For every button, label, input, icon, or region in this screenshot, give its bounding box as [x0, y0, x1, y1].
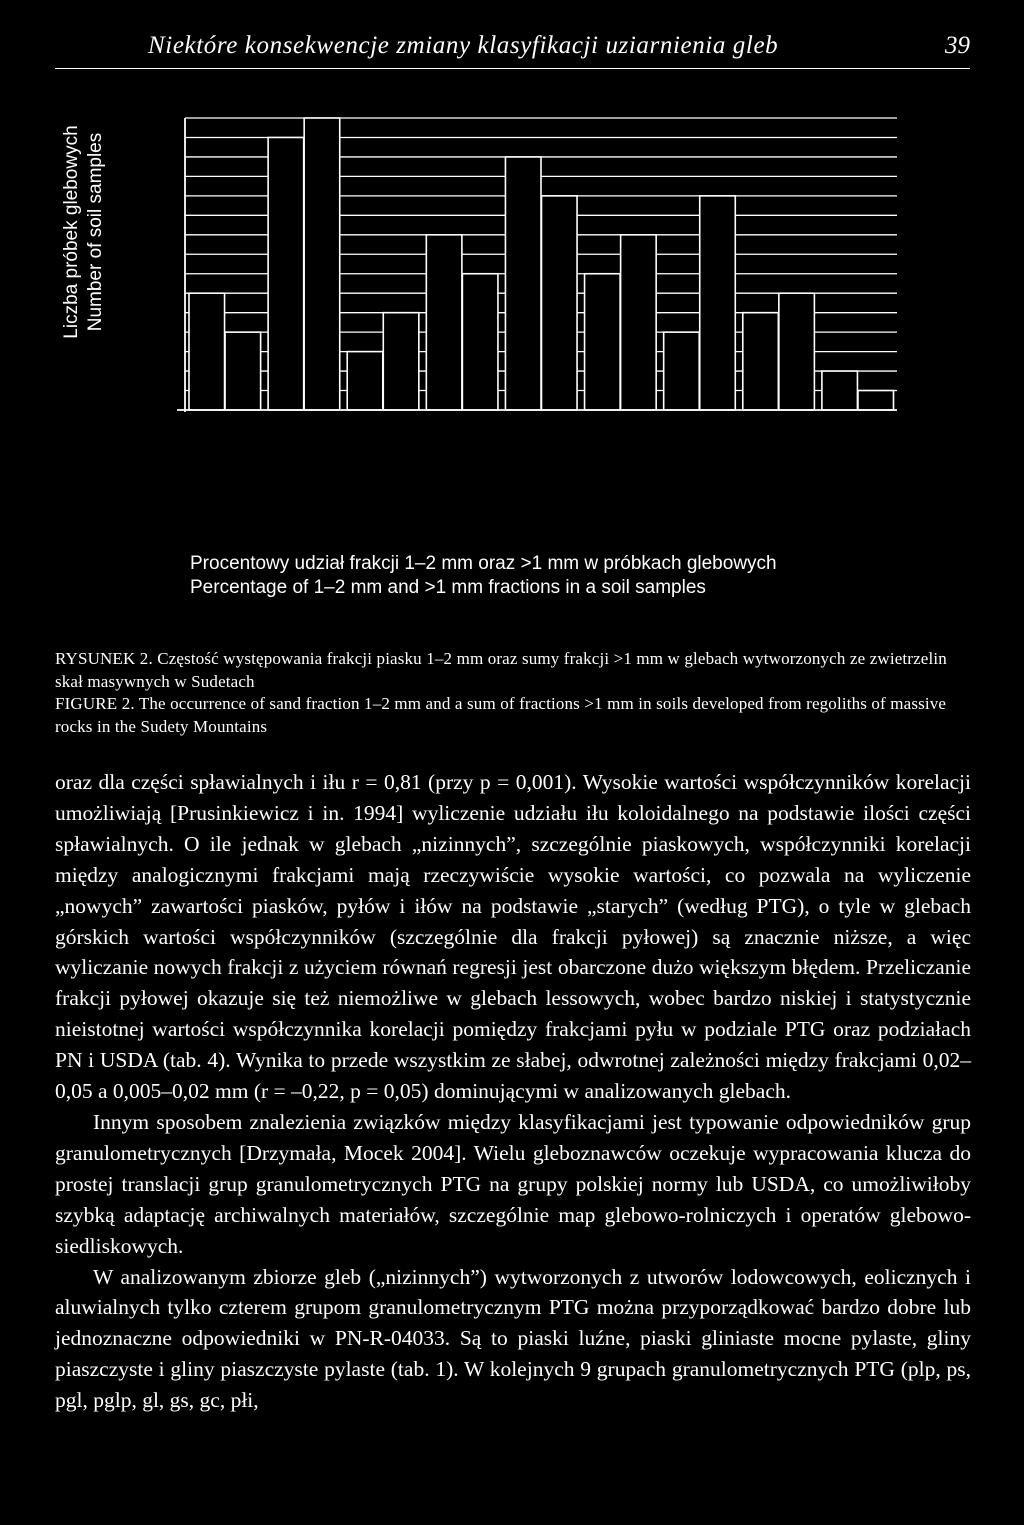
bar-series1-7 [664, 332, 700, 410]
page-number: 39 [945, 32, 970, 59]
y-axis-label-en: Number of soil samples [85, 132, 106, 332]
bar-series2-9 [858, 391, 894, 410]
caption-english: FIGURE 2. The occurrence of sand fraction 1–2 mm and a sum of fractions >1 mm in soils developed from regoliths of massive rocks in the Sudety Mountains [55, 694, 947, 736]
bar-series1-3 [347, 352, 383, 410]
paragraph-3: W analizowanym zbiorze gleb („nizinnych”) wytworzonych z utworów lodowcowych, eolicznych i aluwialnych tylko czterem grupom granulometrycznym PTG można przyporządkować bardzo dobre lub jednoznaczne odpowiedniki w PN-R-04033. Są to piaski luźne, piaski gliniaste mocne pylaste, gliny piaszczyste i gliny piaszczyste pylaste (tab. 1). W kolejnych 9 grupach granulometrycznych PTG (plp, ps, pgl, pglp, gl, gs, gc, płi, [55, 1264, 971, 1413]
paragraph-2: Innym sposobem znalezienia związków między klasyfikacjami jest typowanie odpowiedników grup granulometrycznych [Drzymała, Mocek 2004]. Wielu gleboznawców oczekuje wypracowania klucza do prostej translacji grup granulometrycznych PTG na grupy polskiej normy lub USDA, co umożliwiłoby szybką adaptację archiwalnych materiałów, szczególnie map glebowo-rolniczych i operatów glebowo-siedliskowych. [55, 1109, 971, 1258]
bar-series2-7 [700, 196, 736, 410]
bar-series1-4 [426, 235, 462, 410]
bar-series1-8 [743, 313, 779, 410]
y-axis-label-pl: Liczba próbek glebowych [61, 125, 82, 339]
caption-polish: RYSUNEK 2. Częstość występowania frakcji piasku 1–2 mm oraz sumy frakcji >1 mm w glebach wytworzonych ze zwietrzelin skał masywnych w Sudetach [55, 649, 947, 691]
bar-series2-2 [304, 118, 340, 410]
x-axis-label-pl: Procentowy udział frakcji 1–2 mm oraz >1 mm w próbkach glebowych [190, 553, 777, 574]
paragraph-1: oraz dla części spławialnych i iłu r = 0,81 (przy p = 0,001). Wysokie wartości współczynników korelacji umożliwiają [Prusinkiewicz i in. 1994] wyliczenie udziału iłu koloidalnego na podstawie ilości części spławialnych. O ile jednak w glebach „nizinnych”, szczególnie piaskowych, współczynniki korelacji między analogicznymi frakcjami mają rzeczywiście wysokie wartości, co pozwala na wyliczenie „nowych” zawartości piasków, pyłów i iłów na podstawie „starych” (według PTG), o tyle w glebach górskich wartości współczynników (szczególnie dla frakcji pyłowej) są znacznie niższe, a więc wyliczanie nowych frakcji z użyciem równań regresji jest obarczone dużo większym błędem. Przeliczanie frakcji pyłowej okazuje się też niemożliwe w glebach lessowych, wobec bardzo niskiej i statystycznie nieistotnej wartości współczynnika korelacji pomiędzy frakcjami pyłu w podziale PTG oraz podziałach PN i USDA (tab. 4). Wynika to przede wszystkim ze słabej, odwrotnej zależności między frakcjami 0,02–0,05 a 0,005–0,02 mm (r = –0,22, p = 0,05) dominującymi w analizowanych glebach. [55, 770, 971, 1104]
bar-series2-4 [462, 274, 498, 410]
bar-series2-5 [542, 196, 578, 410]
bar-series1-6 [585, 274, 621, 410]
bar-series1-9 [822, 371, 858, 410]
bar-series2-6 [621, 235, 657, 410]
body-text [55, 767, 971, 1416]
x-axis-label-en: Percentage of 1–2 mm and >1 mm fractions in a soil samples [190, 577, 706, 598]
bar-series2-1 [225, 332, 261, 410]
bar-series2-8 [779, 293, 815, 410]
bar-series1-2 [268, 137, 304, 410]
bar-series1-1 [189, 293, 225, 410]
figure-caption [55, 648, 971, 738]
bar-series1-5 [505, 157, 541, 410]
x-axis-labels [190, 552, 950, 600]
bar-series2-3 [383, 313, 419, 410]
histogram-chart [0, 0, 1024, 560]
running-title: Niektóre konsekwencje zmiany klasyfikacji uziarnienia gleb [148, 32, 779, 59]
